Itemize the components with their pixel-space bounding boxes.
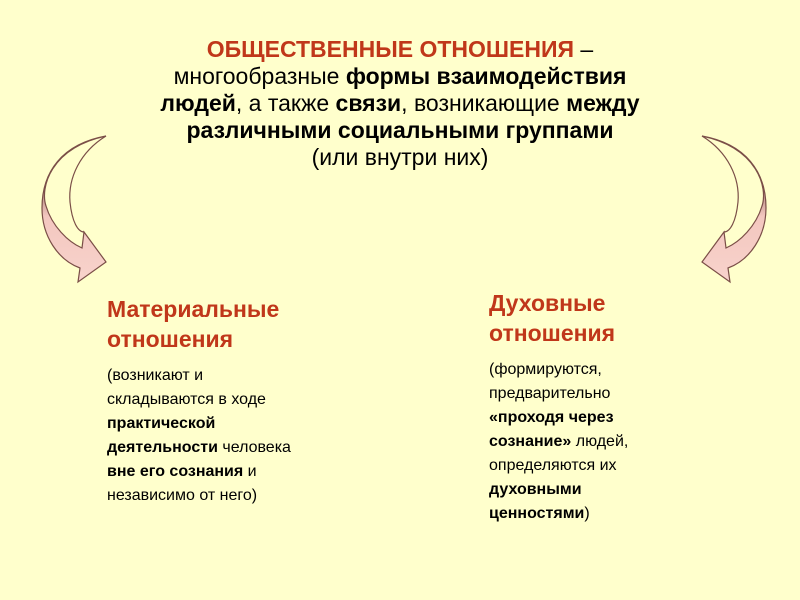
spiritual-desc-line: предварительно: [489, 385, 611, 402]
spiritual-desc-bold: ценностями: [489, 505, 585, 522]
definition-term: ОБЩЕСТВЕННЫЕ ОТНОШЕНИЯ: [206, 36, 575, 62]
spiritual-desc-text: ): [584, 505, 590, 522]
material-heading-line: отношения: [107, 326, 234, 352]
spiritual-desc-line: [489, 478, 709, 502]
material-desc-bold: практической: [107, 415, 216, 432]
spiritual-desc-line: определяются их: [489, 457, 617, 474]
definition-bold-text: людей: [160, 90, 236, 116]
spiritual-desc-bold: духовными: [489, 481, 582, 498]
definition-line-3: [120, 90, 680, 117]
spiritual-desc-line: [489, 430, 709, 454]
spiritual-description: [489, 358, 709, 526]
material-heading-line: Материальные: [107, 296, 280, 322]
spiritual-desc-line: (формируются,: [489, 361, 602, 378]
material-desc-bold: деятельности: [107, 439, 218, 456]
spiritual-desc-bold: «проходя через: [489, 409, 614, 426]
material-desc-line: [107, 436, 347, 460]
material-desc-line: (возникают и: [107, 367, 204, 384]
material-desc-line: [107, 412, 347, 436]
spiritual-heading-line: Духовные: [489, 290, 606, 316]
spiritual-desc-bold: сознание»: [489, 433, 572, 450]
material-desc-text: человека: [217, 439, 291, 456]
spiritual-desc-line: [489, 502, 709, 526]
definition-bold-text: между: [566, 90, 640, 116]
definition-line-5: [120, 144, 680, 171]
material-desc-line: [107, 460, 347, 484]
definition-text: , а также: [235, 90, 336, 116]
curved-arrow-right-icon: [688, 132, 768, 292]
spiritual-desc-line: [489, 406, 709, 430]
spiritual-heading-line: отношения: [489, 320, 616, 346]
definition-bold-text: связи: [335, 90, 402, 116]
material-relations: [107, 294, 347, 508]
material-heading: [107, 294, 347, 354]
material-desc-line: складываются в ходе: [107, 391, 266, 408]
definition-line-2: [120, 63, 680, 90]
spiritual-relations: [489, 288, 709, 526]
definition-line-4: [120, 117, 680, 144]
definition-dash: –: [574, 36, 594, 62]
curved-arrow-left-icon: [40, 132, 120, 292]
definition-bold-text: различными социальными группами: [186, 117, 614, 143]
spiritual-heading: [489, 288, 709, 348]
material-description: [107, 364, 347, 508]
definition-text: (или внутри них): [311, 144, 489, 170]
spiritual-desc-text: людей,: [571, 433, 629, 450]
definition-text: многообразные: [173, 63, 346, 89]
material-desc-bold: вне его сознания: [107, 463, 244, 480]
material-desc-text: и: [243, 463, 257, 480]
definition-line-1: [120, 36, 680, 63]
definition-text: , возникающие: [401, 90, 567, 116]
material-desc-line: независимо от него): [107, 487, 258, 504]
definition-block: [120, 36, 680, 171]
definition-bold-text: формы взаимодействия: [345, 63, 627, 89]
